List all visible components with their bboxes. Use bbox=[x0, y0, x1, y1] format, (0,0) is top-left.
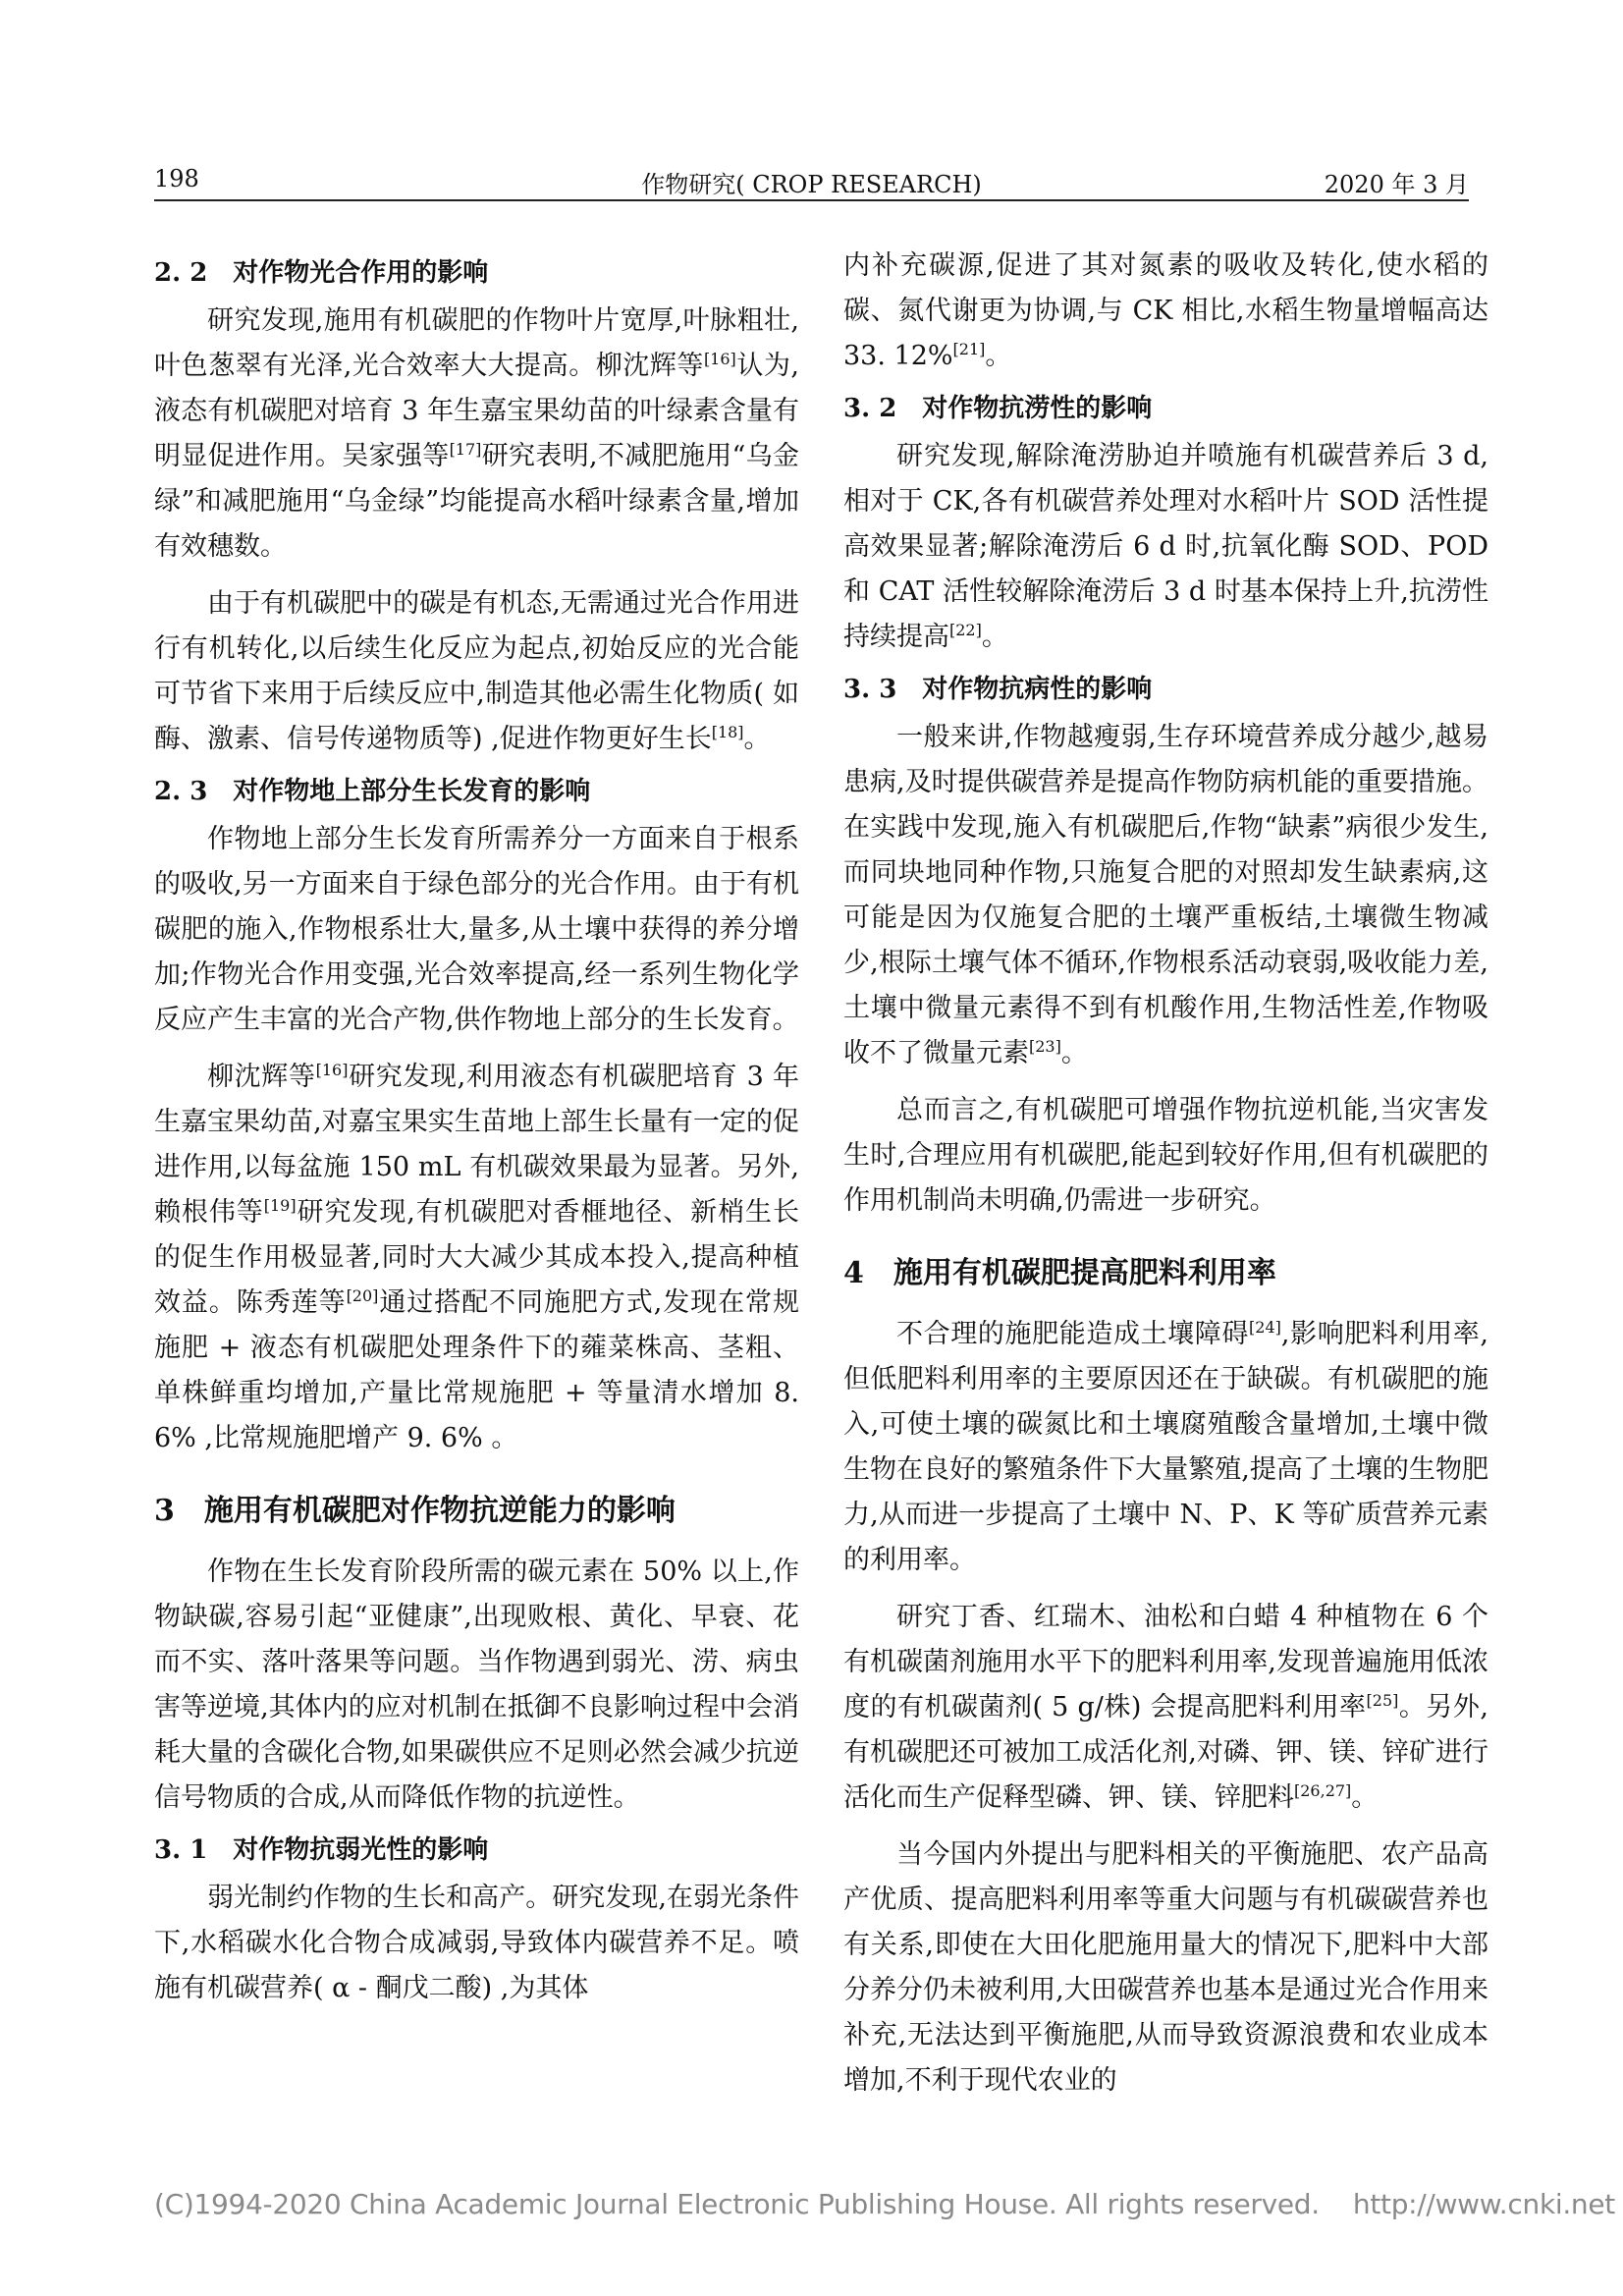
citation: [17] bbox=[449, 440, 482, 459]
copyright-footer bbox=[154, 2188, 1615, 2220]
citation: [18] bbox=[711, 723, 744, 741]
cnki-link[interactable]: http://www.cnki.net bbox=[1352, 2188, 1615, 2220]
paragraph: 总而言之,有机碳肥可增强作物抗逆机能,当灾害发生时,合理应用有机碳肥,能起到较好作用,但有机碳肥的作用机制尚未明确,仍需进一步研究。 bbox=[843, 1095, 1488, 1216]
paragraph: 内补充碳源,促进了其对氮素的吸收及转化,使水稻的碳、氮代谢更为协调,与 CK 相比,水稻生物量增幅高达 33. 12%[21]。 bbox=[843, 250, 1488, 371]
citation: [19] bbox=[263, 1196, 297, 1215]
section-heading-2-3: 2. 3 对作物地上部分生长发育的影响 bbox=[154, 777, 591, 806]
journal-title: 作物研究( CROP RESEARCH) bbox=[641, 171, 982, 198]
copyright-text: (C)1994-2020 China Academic Journal Electronic Publishing House. All rights reserved. bbox=[154, 2188, 1320, 2220]
issue-date: 2020 年 3 月 bbox=[1324, 171, 1469, 198]
citation: [16] bbox=[315, 1061, 349, 1079]
paragraph: 由于有机碳肥中的碳是有机态,无需通过光合作用进行有机转化,以后续生化反应为起点,初始反应的光合能可节省下来用于后续反应中,制造其他必需生化物质( 如酶、激素、信号传递物质等) ,促进作物更好生长[18]。 bbox=[154, 588, 799, 754]
section-heading-4: 4 施用有机碳肥提高肥料利用率 bbox=[843, 1256, 1276, 1290]
paragraph: 一般来讲,作物越瘦弱,生存环境营养成分越少,越易患病,及时提供碳营养是提高作物防病机能的重要措施。在实践中发现,施入有机碳肥后,作物“缺素”病很少发生,而同块地同种作物,只施复合肥的对照却发生缺素病,这可能是因为仅施复合肥的土壤严重板结,土壤微生物减少,根际土壤气体不循环,作物根系活动衰弱,吸收能力差,土壤中微量元素得不到有机酸作用,生物活性差,作物吸收不了微量元素[23]。 bbox=[843, 722, 1488, 1068]
citation: [22] bbox=[949, 621, 982, 639]
header-rule bbox=[154, 199, 1469, 201]
paragraph: 柳沈辉等[16]研究发现,利用液态有机碳肥培育 3 年生嘉宝果幼苗,对嘉宝果实生苗地上部生长量有一定的促进作用,以每盆施 150 mL 有机碳效果最为显著。另外,赖根伟等[19]研究发现,有机碳肥对香榧地径、新梢生长的促生作用极显著,同时大大减少其成本投入,提高种植效益。陈秀莲等[20]通过搭配不同施肥方式,发现在常规施肥 + 液态有机碳肥处理条件下的蕹菜株高、茎粗、单株鲜重均增加,产量比常规施肥 + 等量清水增加 8. 6% ,比常规施肥增产 9. 6% 。 bbox=[154, 1061, 799, 1453]
running-header bbox=[154, 157, 1469, 196]
section-heading-3-3: 3. 3 对作物抗病性的影响 bbox=[843, 675, 1153, 704]
section-heading-3: 3 施用有机碳肥对作物抗逆能力的影响 bbox=[154, 1494, 676, 1528]
section-heading-3-2: 3. 2 对作物抗涝性的影响 bbox=[843, 394, 1153, 423]
right-column bbox=[843, 244, 1488, 2104]
paragraph: 弱光制约作物的生长和高产。研究发现,在弱光条件下,水稻碳水化合物合成减弱,导致体内碳营养不足。喷施有机碳营养( α - 酮戊二酸) ,为其体 bbox=[154, 1883, 799, 2003]
paragraph: 不合理的施肥能造成土壤障碍[24],影响肥料利用率,但低肥料利用率的主要原因还在于缺碳。有机碳肥的施入,可使土壤的碳氮比和土壤腐殖酸含量增加,土壤中微生物在良好的繁殖条件下大量繁殖,提高了土壤的生物肥力,从而进一步提高了土壤中 N、P、K 等矿质营养元素的利用率。 bbox=[843, 1318, 1489, 1575]
section-heading-2-2: 2. 2 对作物光合作用的影响 bbox=[154, 258, 489, 288]
page-number: 198 bbox=[154, 165, 199, 192]
paragraph: 作物地上部分生长发育所需养分一方面来自于根系的吸收,另一方面来自于绿色部分的光合作用。由于有机碳肥的施入,作物根系壮大,量多,从土壤中获得的养分增加;作物光合作用变强,光合效率提高,经一系列生物化学反应产生丰富的光合产物,供作物地上部分的生长发育。 bbox=[154, 824, 799, 1035]
citation: [21] bbox=[952, 340, 986, 358]
citation: [23] bbox=[1029, 1037, 1061, 1056]
section-heading-3-1: 3. 1 对作物抗弱光性的影响 bbox=[154, 1835, 489, 1865]
left-column bbox=[154, 244, 799, 2011]
paragraph: 作物在生长发育阶段所需的碳元素在 50% 以上,作物缺碳,容易引起“亚健康”,出现败根、黄化、早衰、花而不实、落叶落果等问题。当作物遇到弱光、涝、病虫害等逆境,其体内的应对机制在抵御不良影响过程中会消耗大量的含碳化合物,如果碳供应不足则必然会减少抗逆信号物质的合成,从而降低作物的抗逆性。 bbox=[154, 1557, 799, 1813]
paragraph: 当今国内外提出与肥料相关的平衡施肥、农产品高产优质、提高肥料利用率等重大问题与有机碳碳营养也有关系,即使在大田化肥施用量大的情况下,肥料中大部分养分仍未被利用,大田碳营养也基本是通过光合作用来补充,无法达到平衡施肥,从而导致资源浪费和农业成本增加,不利于现代农业的 bbox=[843, 1839, 1488, 2096]
citation: [26,27] bbox=[1294, 1781, 1352, 1800]
paragraph: 研究丁香、红瑞木、油松和白蜡 4 种植物在 6 个有机碳菌剂施用水平下的肥料利用率,发现普遍施用低浓度的有机碳菌剂( 5 g/株) 会提高肥料利用率[25]。另外,有机碳肥还可被加工成活化剂,对磷、钾、镁、锌矿进行活化而生产促释型磷、钾、镁、锌肥料[26,27]。 bbox=[843, 1602, 1488, 1813]
paragraph: 研究发现,解除淹涝胁迫并喷施有机碳营养后 3 d,相对于 CK,各有机碳营养处理对水稻叶片 SOD 活性提高效果显著;解除淹涝后 6 d 时,抗氧化酶 SOD、POD 和 CAT 活性较解除淹涝后 3 d 时基本保持上升,抗涝性持续提高[22]。 bbox=[843, 441, 1488, 652]
citation: [24] bbox=[1249, 1318, 1281, 1337]
paragraph: 研究发现,施用有机碳肥的作物叶片宽厚,叶脉粗壮,叶色葱翠有光泽,光合效率大大提高。柳沈辉等[16]认为,液态有机碳肥对培育 3 年生嘉宝果幼苗的叶绿素含量有明显促进作用。吴家强等[17]研究表明,不减肥施用“乌金绿”和减肥施用“乌金绿”均能提高水稻叶绿素含量,增加有效穗数。 bbox=[154, 305, 799, 562]
citation: [20] bbox=[346, 1286, 379, 1305]
citation: [16] bbox=[703, 350, 736, 368]
citation: [25] bbox=[1366, 1691, 1399, 1710]
